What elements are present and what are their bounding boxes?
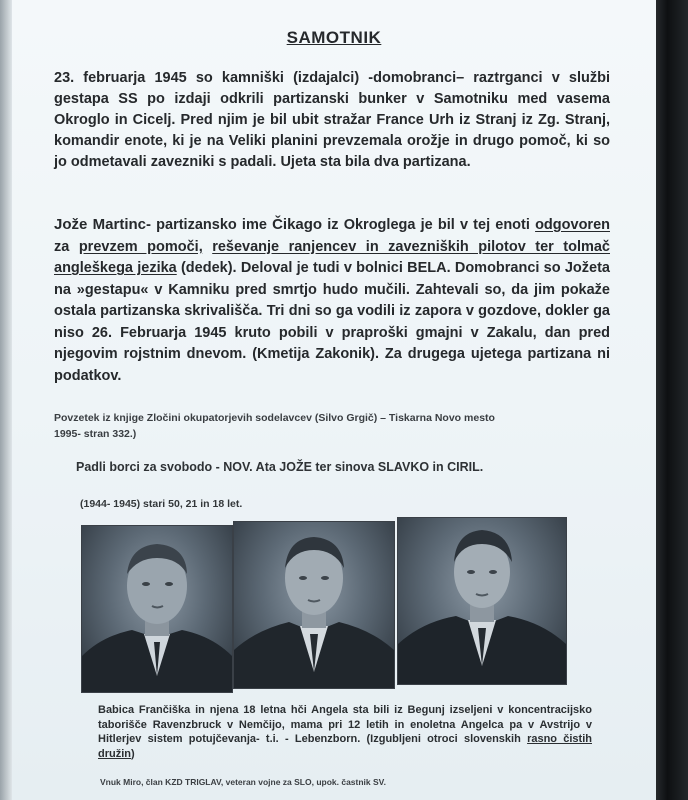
page-title: SAMOTNIK	[286, 28, 382, 47]
paragraph-joze-martinc: Jože Martinc- partizansko ime Čikago iz Okroglega je bil v tej enoti odgovoren za prevzem pomoči, reševanje ranjencev in zavezniških pilotov ter tolmač angleškega jezika (dedek). Deloval je tudi v bolnici BELA. Domobranci so Jožeta na »gestapu« v Kamniku pred smrtjo hudo mučili. Zahtevali so, da jim pokaže ostala partizanska skrivališča. Tri dni so ga vodili iz zapora v gozdove, dokler ga niso 26. Februarja 1945 kruto pobili v praproški gmajni v Zakalu, dan pred njegovim rojstnim dnevom. (Kmetija Zakonik). Za drugega ujetega partizana ni podatkov.	[54, 216, 610, 384]
memorial-sheet	[12, 0, 656, 800]
partisan-nickname: Čikago	[272, 216, 323, 233]
portrait-1-drawing	[82, 526, 232, 692]
portrait-photo-2	[234, 522, 394, 688]
portrait-photo-3	[398, 518, 566, 684]
underlined-phrase: reševanje ranjencev in zavezniških pilotov ter tolmač angleškega jezika	[54, 238, 610, 276]
portrait-3-drawing	[398, 518, 566, 684]
underlined-phrase: rasno čistih družin	[98, 733, 592, 760]
underlined-phrase: odgovoren	[535, 217, 610, 233]
underlined-phrase: prevzem pomoči,	[78, 238, 203, 255]
years-line: (1944- 1945) stari 50, 21 in 18 let.	[80, 498, 243, 510]
portrait-photo-1	[82, 526, 232, 692]
left-frame-edge	[0, 0, 12, 800]
signature-line: Vnuk Miro, član KZD TRIGLAV, veteran vojne za SLO, upok. častnik SV.	[100, 777, 386, 787]
paragraph-intro: 23. februarja 1945 so kamniški (izdajalci) -domobranci– raztrganci v službi gestapa SS po izdaji odkrili partizanski bunker v Samotniku med vasema Okroglo in Cicelj. Pred njim je bil ubit stražar France Urh iz Stranj iz Zg. Stranj, komandir enote, ki je na Veliki planini prevzemala orožje in drugo pomoč, ki so jo odmetavali zavezniki s padali. Ujeta sta bila dva partizana.	[54, 70, 610, 170]
source-note: Povzetek iz knjige Zločini okupatorjevih sodelavcev (Silvo Grgič) – Tiskarna Novo mesto 1995- stran 332.)	[54, 412, 495, 440]
portrait-2-drawing	[234, 522, 394, 688]
right-frame-edge	[654, 0, 688, 800]
fallen-fighters-line: Padli borci za svobodo - NOV. Ata JOŽE ter sinova SLAVKO in CIRIL.	[76, 460, 484, 474]
photo-caption: Babica Frančiška in njena 18 letna hči Angela sta bili iz Begunj izseljeni v koncentracijsko taborišče Ravenzbruck v Nemčijo, mama pri 12 letih in enoletna Angelca pa v Avstrijo v Hitlerjev sistem potujčevanja- t.i. - Lebenzborn. (Izgubljeni otroci slovenskih rasno čistih družin)	[98, 704, 592, 760]
person-name: Jože Martinc-	[54, 216, 151, 233]
